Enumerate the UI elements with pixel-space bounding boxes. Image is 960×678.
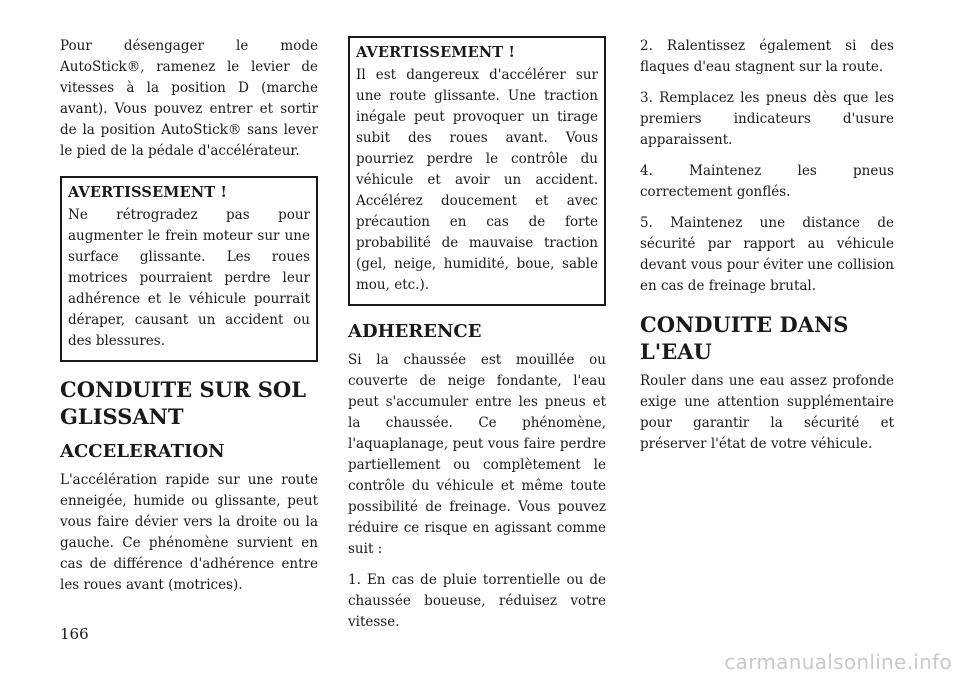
autostick-paragraph: Pour désengager le mode AutoStick®, ramenez le levier de vitesses à la position D (marche avant). Vous pouvez entrer et sortir de la position AutoStick® sans lever le pied de la pédale d'accélérateur. (60, 38, 318, 159)
subsection-title-adherence: ADHERENCE (348, 321, 482, 342)
warning-box-downshift (60, 176, 318, 362)
acceleration-paragraph: L'accélération rapide sur une route enneigée, humide ou glissante, peut vous faire dévier vers la droite ou la gauche. Ce phénomène survient en cas de différence d'adhérence entre les roues avant (motrices). (60, 472, 318, 593)
warning-box-acceleration (348, 36, 606, 306)
page-number: 166 (60, 625, 89, 643)
subsection-title-acceleration: ACCELERATION (60, 441, 225, 462)
list-item-5: 5. Maintenez une distance de sécurité par rapport au véhicule devant vous pour éviter une collision en cas de freinage brutal. (640, 215, 894, 294)
column-left (60, 36, 318, 606)
column-middle (348, 36, 606, 643)
warning-title: AVERTISSEMENT ! (356, 44, 516, 61)
list-item-2: 2. Ralentissez également si des flaques d'eau stagnent sur la route. (640, 38, 894, 75)
adherence-paragraph: Si la chaussée est mouillée ou couverte de neige fondante, l'eau peut s'accumuler entre les pneus et la chaussée. Ce phénomène, l'aquaplanage, peut vous faire perdre partiellement ou complètement le contrôle du véhicule et même toute possibilité de freinage. Vous pouvez réduire ce risque en agissant comme suit : (348, 352, 606, 557)
water-paragraph: Rouler dans une eau assez profonde exige une attention supplémentaire pour garantir la sécurité et préserver l'état de votre véhicule. (640, 373, 894, 452)
list-item-3: 3. Remplacez les pneus dès que les premiers indicateurs d'usure apparaissent. (640, 90, 894, 148)
list-item-4: 4. Maintenez les pneus correctement gonflés. (640, 163, 894, 200)
column-right (640, 36, 894, 465)
warning-text: Ne rétrogradez pas pour augmenter le frein moteur sur une surface glissante. Les roues motrices pourraient perdre leur adhérence et le véhicule pourrait déraper, causant un accident ou des blessures. (68, 207, 310, 349)
section-title-slippery: CONDUITE SUR SOL GLISSANT (60, 377, 306, 429)
warning-text: Il est dangereux d'accélérer sur une route glissante. Une traction inégale peut provoquer un tirage subit des roues avant. Vous pourriez perdre le contrôle du véhicule et avoir un accident. Accélérez doucement et avec précaution en cas de forte probabilité de mauvaise traction (gel, neige, humidité, boue, sable mou, etc.). (356, 67, 598, 293)
section-title-water: CONDUITE DANS L'EAU (640, 312, 849, 364)
warning-title: AVERTISSEMENT ! (68, 184, 228, 201)
list-item-1: 1. En cas de pluie torrentielle ou de chaussée boueuse, réduisez votre vitesse. (348, 572, 606, 630)
watermark: carmanualsonline.info (724, 650, 952, 674)
